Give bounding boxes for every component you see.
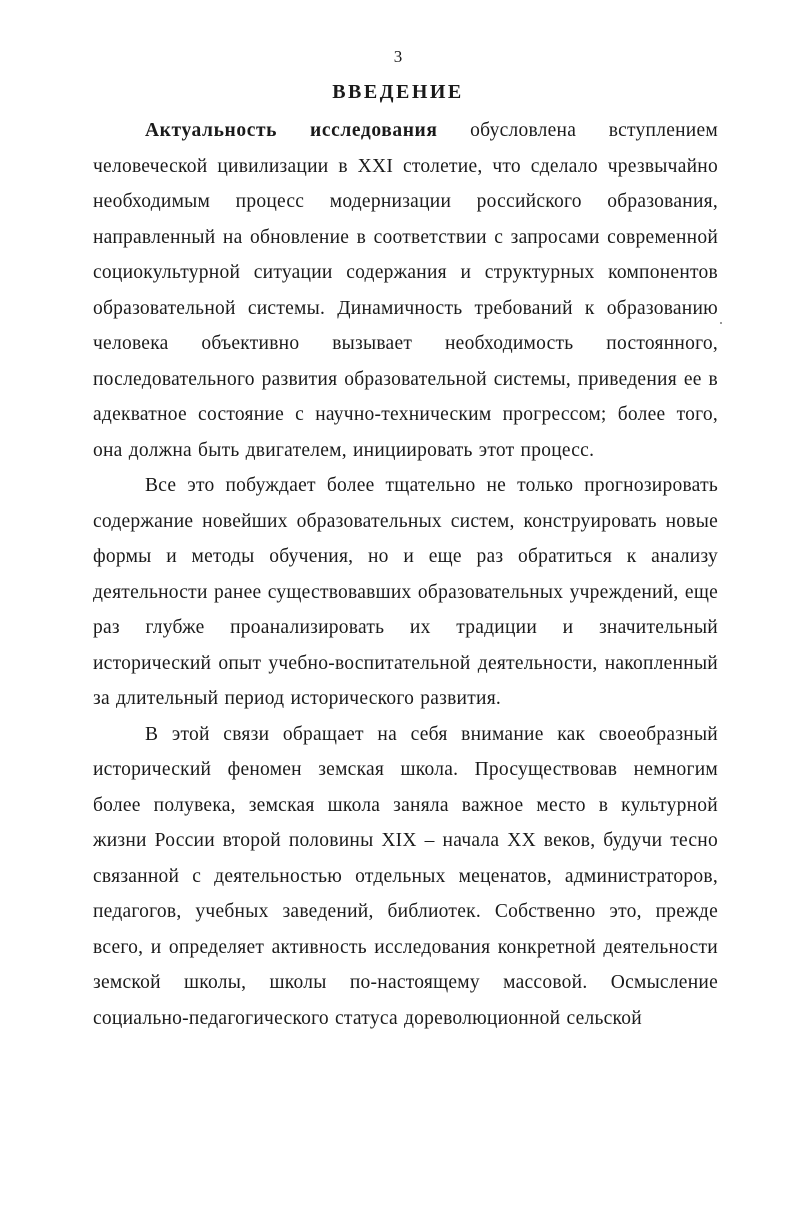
page-number: 3 <box>393 47 403 66</box>
paragraph-2: Все это побуждает более тщательно не только прогнозировать содержание новейших образовательных систем, конструировать новые формы и методы обучения, но и еще раз обратиться к анализу деятельности ранее существовавших образовательных учреждений, еще раз глубже проанализировать их традиции и значительный исторический опыт учебно-воспитательной деятельности, накопленный за длительный период исторического развития. <box>93 475 718 709</box>
paragraph-1 <box>93 113 718 468</box>
page-title: ВВЕДЕНИЕ <box>332 81 464 103</box>
paragraph-3: В этой связи обращает на себя внимание как своеобразный исторический феномен земская школа. Просуществовав немногим более полувека, земская школа заняла важное место в культурной жизни России второй половины XIX – начала XX веков, будучи тесно связанной с деятельностью отдельных меценатов, администраторов, педагогов, учебных заведений, библиотек. Собственно это, прежде всего, и определяет активность исследования конкретной деятельности земской школы, школы по-настоящему массовой. Осмысление социально-педагогического статуса дореволюционной сельской <box>93 723 718 1029</box>
scan-speck <box>720 322 722 324</box>
body-text <box>93 113 718 1036</box>
paragraph-text: обусловлена вступлением человеческой цивилизации в XXI столетие, что сделало чрезвычайно необходимым процесс модернизации российского образования, направленный на обновление в соответствии с запросами современной социокультурной ситуации содержания и структурных компонентов образовательной системы. Динамичность требований к образованию человека объективно вызывает необходимость постоянного, последовательного развития образовательной системы, приведения ее в адекватное состояние с научно-техническим прогрессом; более того, она должна быть двигателем, инициировать этот процесс. <box>93 120 718 461</box>
paragraph-lead: Актуальность исследования <box>145 120 438 141</box>
